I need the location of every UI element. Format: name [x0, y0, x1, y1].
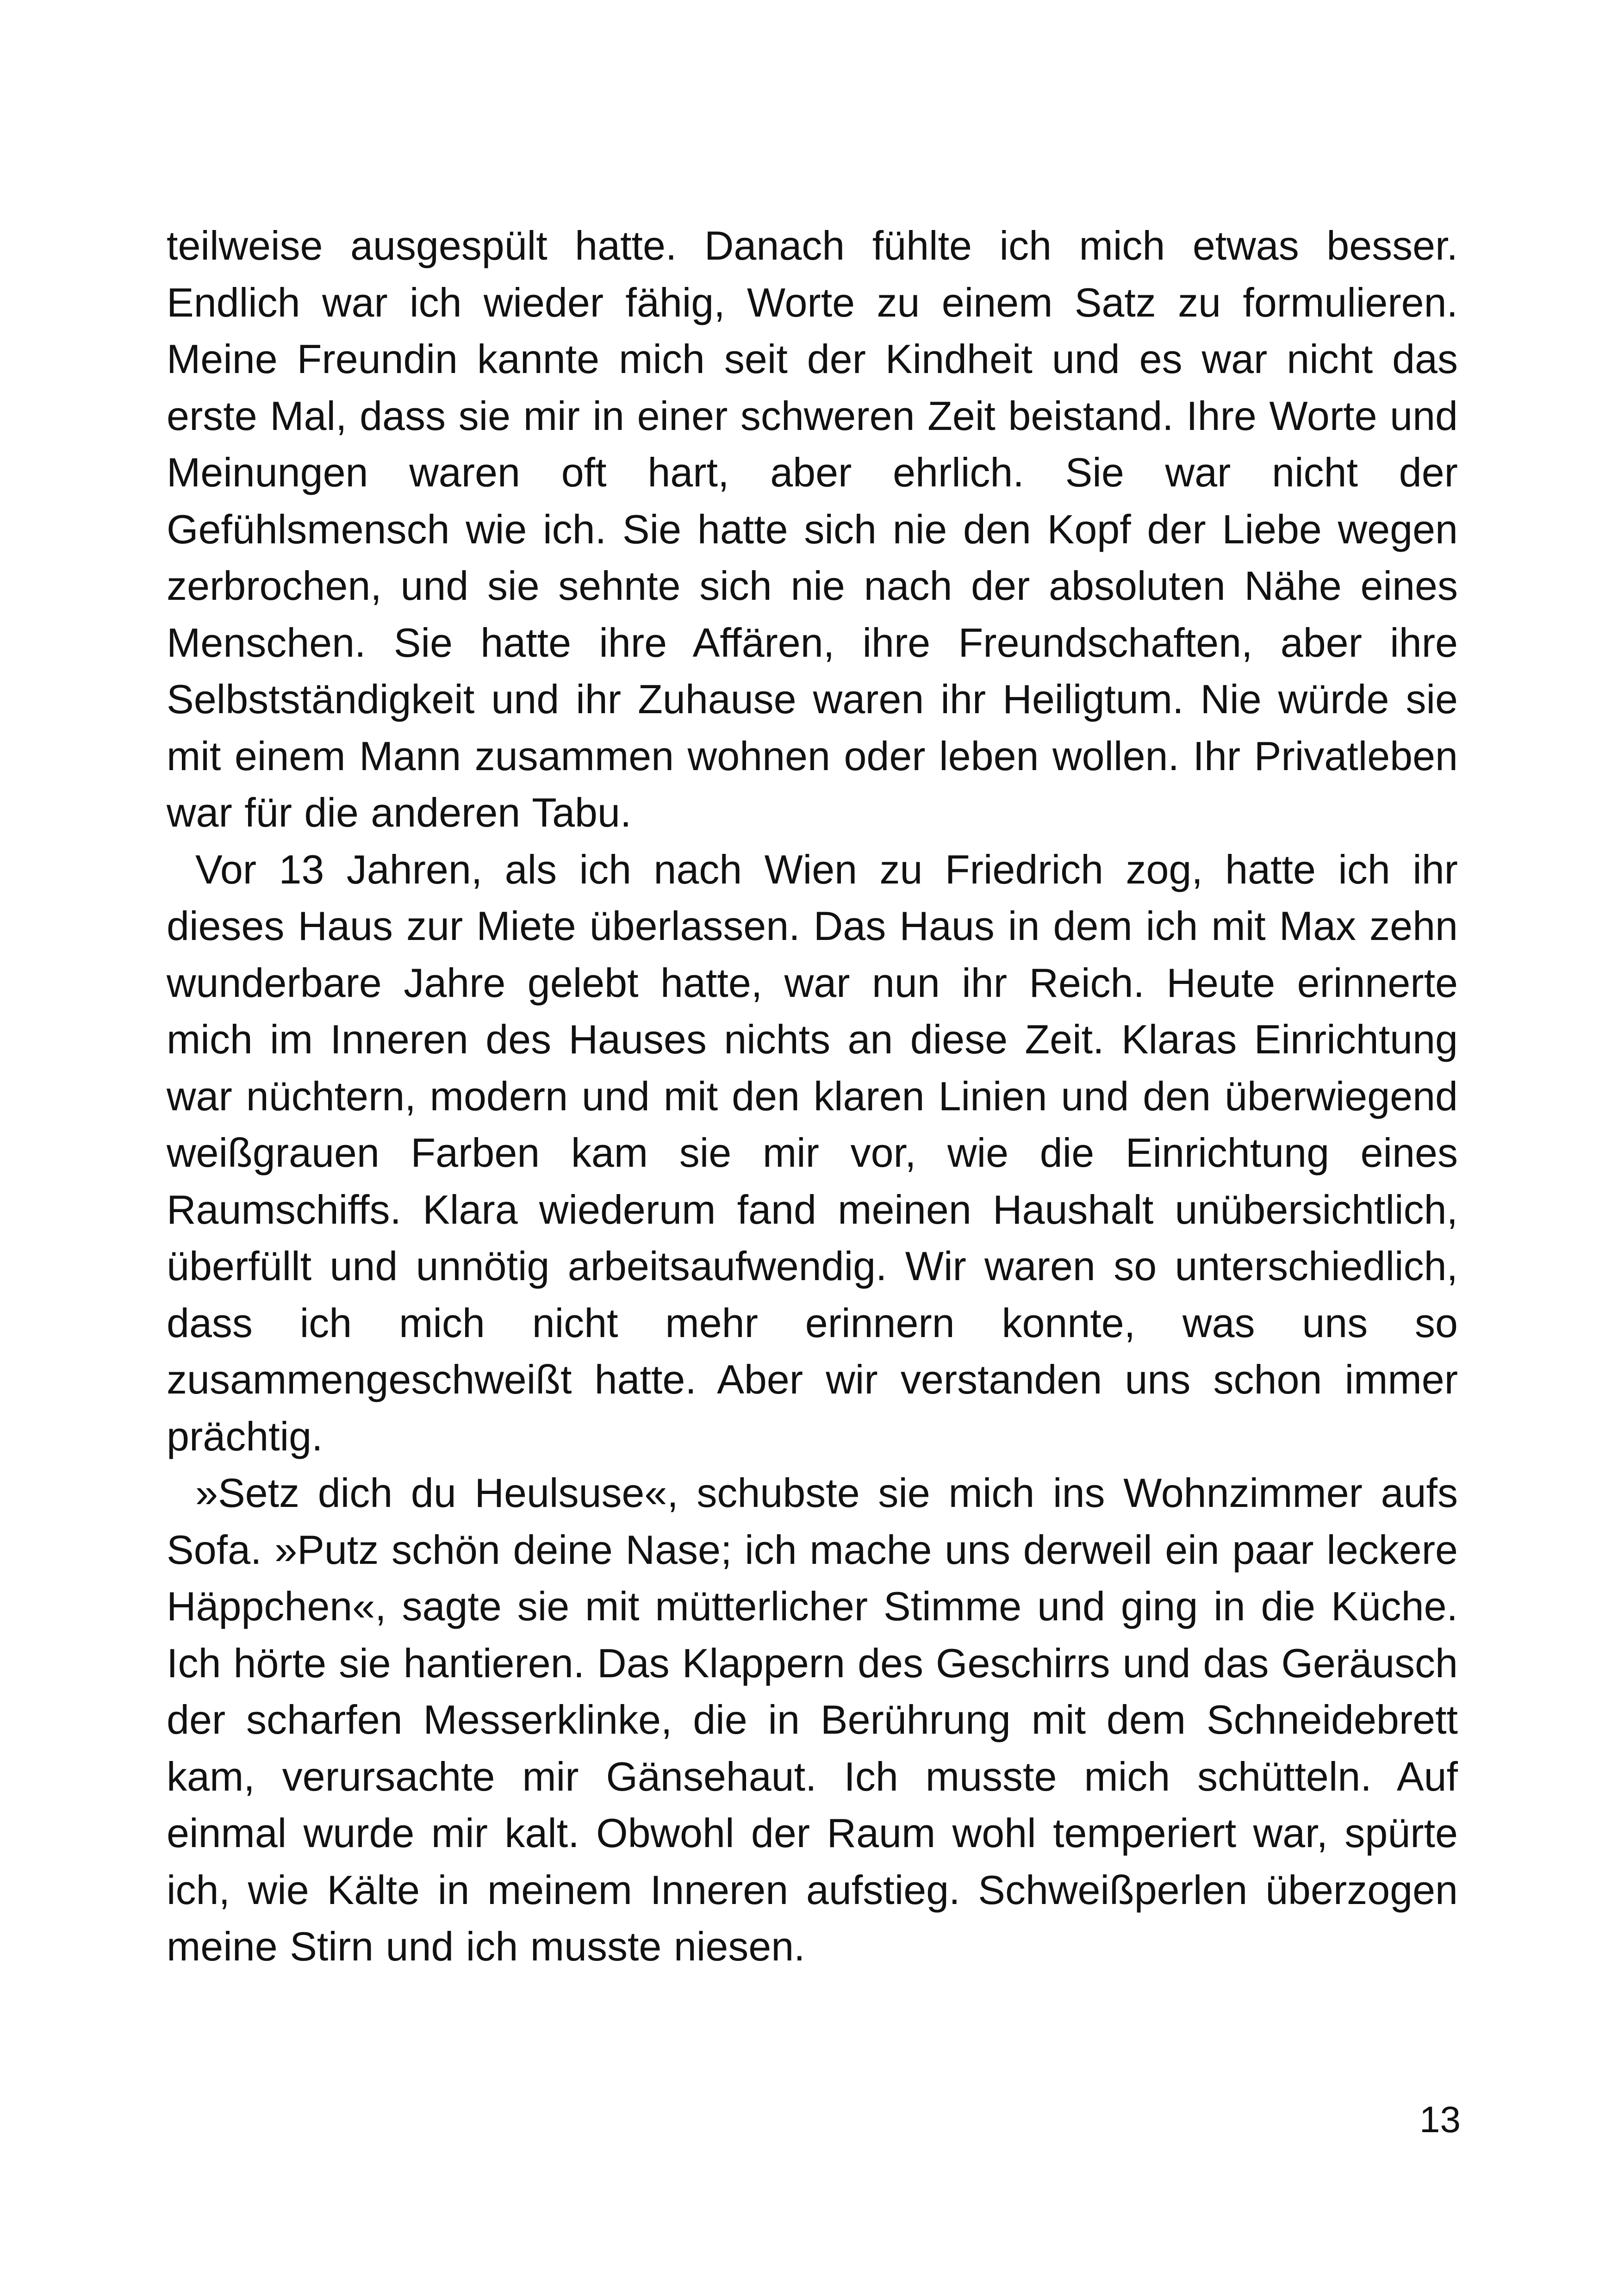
paragraph-2: Vor 13 Jahren, als ich nach Wien zu Friedrich zog, hatte ich ihr dieses Haus zur Miete überlassen. Das Haus in dem ich mit Max zehn wunderbare Jahre gelebt hatte, war nun ihr Reich. Heute erinnerte mich im Inneren des Hauses nichts an diese Zeit. Klaras Einrichtung war nüchtern, modern und mit den klaren Linien und den überwiegend weißgrauen Farben kam sie mir vor, wie die Einrichtung eines Raumschiffs. Klara wiederum fand meinen Haushalt unübersichtlich, überfüllt und unnötig arbeitsaufwendig. Wir waren so unterschiedlich, dass ich mich nicht mehr erinnern konnte, was uns so zusammengeschweißt hatte. Aber wir verstanden uns schon immer prächtig. [167, 846, 1458, 1459]
paragraph-3: »Setz dich du Heulsuse«, schubste sie mich ins Wohnzimmer aufs Sofa. »Putz schön deine Nase; ich mache uns derweil ein paar leckere Häppchen«, sagte sie mit mütterlicher Stimme und ging in die Küche. Ich hörte sie hantieren. Das Klappern des Geschirrs und das Geräusch der scharfen Messerklinke, die in Berührung mit dem Schneidebrett kam, verursachte mir Gänsehaut. Ich musste mich schütteln. Auf einmal wurde mir kalt. Obwohl der Raum wohl temperiert war, spürte ich, wie Kälte in meinem Inneren aufstieg. Schweißperlen überzogen meine Stirn und ich musste niesen. [167, 1470, 1458, 1969]
page-number: 13 [1419, 2099, 1461, 2140]
paragraph-1: teilweise ausgespült hatte. Danach fühlte ich mich etwas besser. Endlich war ich wieder fähig, Worte zu einem Satz zu formulieren. Meine Freundin kannte mich seit der Kindheit und es war nicht das erste Mal, dass sie mir in einer schweren Zeit beistand. Ihre Worte und Meinungen waren oft hart, aber ehrlich. Sie war nicht der Gefühlsmensch wie ich. Sie hatte sich nie den Kopf der Liebe wegen zerbrochen, und sie sehnte sich nie nach der absoluten Nähe eines Menschen. Sie hatte ihre Affären, ihre Freundschaften, aber ihre Selbstständigkeit und ihr Zuhause waren ihr Heiligtum. Nie würde sie mit einem Mann zusammen wohnen oder leben wollen. Ihr Privatleben war für die anderen Tabu. [167, 223, 1458, 835]
body-text [167, 218, 1458, 1975]
